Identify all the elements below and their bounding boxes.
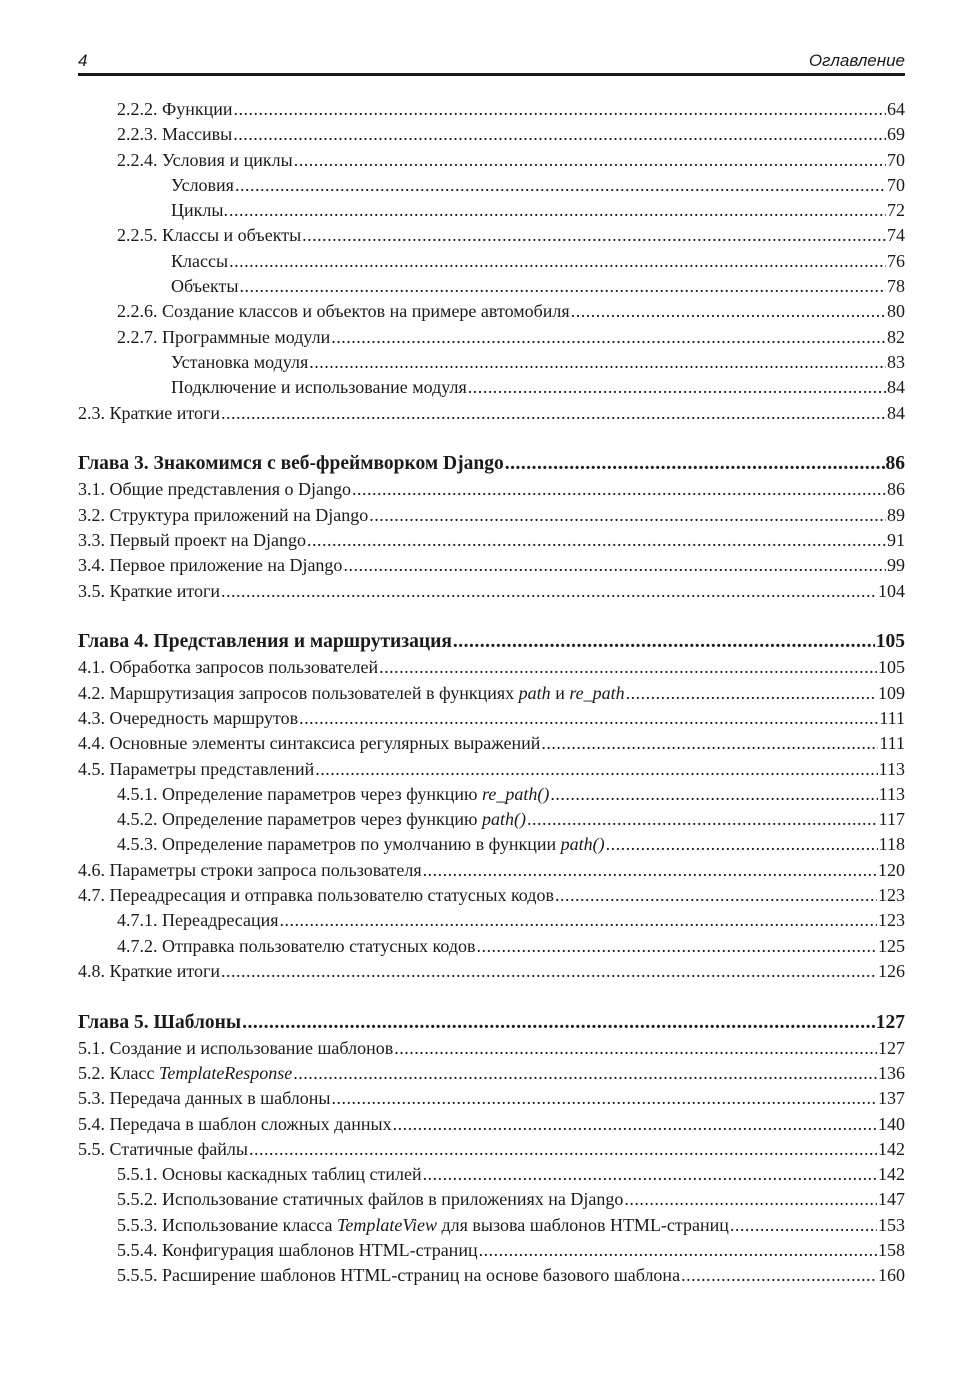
toc-page-number: 142 — [878, 1164, 905, 1185]
header-rule — [78, 73, 905, 76]
toc-leader-dots — [229, 249, 886, 274]
toc-leader-dots — [527, 807, 878, 832]
toc-entry-title-text: Установка модуля — [171, 351, 309, 372]
toc-entry-title-text: 4.5.2. Определение параметров через функцию — [117, 809, 483, 830]
toc-entry-title — [78, 1137, 248, 1162]
toc-entry-title-text: Подключение и использование модуля — [171, 377, 467, 398]
toc-entry — [78, 299, 905, 324]
toc-entry-title — [171, 198, 228, 223]
toc-entry — [78, 1162, 905, 1187]
toc-entry — [78, 883, 905, 908]
toc-entry-title-text: 5.5.5. Расширение шаблонов HTML-страниц на основе базового шаблона — [117, 1265, 681, 1286]
toc-leader-dots — [352, 477, 886, 502]
toc-page-number: 126 — [878, 960, 905, 981]
toc-leader-dots — [453, 629, 875, 655]
toc-entry — [78, 782, 905, 807]
toc-leader-dots — [293, 1061, 877, 1086]
toc-entry-title — [78, 706, 298, 731]
page-number: 4 — [78, 51, 88, 70]
toc-leader-dots — [309, 350, 886, 375]
toc-entry-title-text: 4.5. Параметры представлений — [78, 758, 315, 779]
toc-entry-title-text: 2.2.2. Функции — [117, 99, 233, 119]
toc-page-number: 64 — [887, 99, 905, 119]
toc-leader-dots — [239, 274, 886, 299]
toc-entry-title-text: 5.5.1. Основы каскадных таблиц стилей — [117, 1164, 422, 1185]
toc-entry-title-text: 3.3. Первый проект на Django — [78, 529, 307, 550]
toc-page-number: 113 — [878, 758, 905, 779]
toc-entry-title-text: 4.1. Обработка запросов пользователей — [78, 657, 379, 678]
toc-entry-title — [78, 681, 625, 706]
toc-chapter-heading — [78, 629, 905, 655]
toc-entry-title — [171, 173, 234, 198]
toc-entry-title-text: 2.2.5. Классы и объекты — [117, 225, 302, 246]
toc-page-number: 84 — [887, 377, 905, 398]
toc-entry-title — [117, 832, 605, 857]
toc-entry-title-text: Глава 5. Шаблоны — [78, 1011, 242, 1033]
toc-entry — [78, 503, 905, 528]
toc-page-number: 86 — [887, 479, 905, 500]
toc-entry-title-text: 2.2.6. Создание классов и объектов на примере автомобиля — [117, 301, 570, 322]
toc-entry-title-text: 4.7. Переадресация и отправка пользователю статусных кодов — [78, 885, 554, 906]
toc-entry-title-text: 3.1. Общие представления о Django — [78, 479, 352, 500]
toc-entry — [78, 249, 905, 274]
toc-page-number: 74 — [887, 225, 905, 246]
toc-entry-title — [78, 1036, 393, 1061]
toc-entry-title-text: Циклы. — [171, 200, 228, 221]
toc-page-number: 123 — [878, 910, 905, 931]
toc-entry — [78, 274, 905, 299]
toc-entry-title — [78, 629, 452, 655]
toc-leader-dots — [505, 451, 885, 477]
toc-entry-title-italic: path() — [482, 809, 527, 830]
toc-entry-title-text: 4.8. Краткие итоги — [78, 960, 221, 981]
toc-entry-title-text: 2.2.4. Условия и циклы — [117, 149, 293, 170]
toc-entry — [78, 1263, 905, 1288]
toc-entry — [78, 959, 905, 984]
toc-page-number: 118 — [878, 834, 905, 855]
toc-chapter-heading — [78, 1010, 905, 1036]
toc-page-number: 142 — [878, 1138, 905, 1159]
toc-entry-title-text: 5.5.4. Конфигурация шаблонов HTML-страниц — [117, 1240, 478, 1261]
toc-entry-title — [117, 223, 301, 248]
toc-entry-title-text: 2.3. Краткие итоги — [78, 402, 221, 423]
toc-entry — [78, 1187, 905, 1212]
toc-entry — [78, 477, 905, 502]
toc-entry-title — [117, 934, 476, 959]
toc-leader-dots — [541, 731, 878, 756]
toc-page-number: 99 — [887, 555, 905, 576]
toc-entry-title-text: Глава 4. Представления и маршрутизация — [78, 631, 452, 653]
toc-entry-title — [78, 553, 342, 578]
toc-page-number: 136 — [878, 1063, 905, 1083]
toc-entry-title-text: 4.5.1. Определение параметров через функцию — [117, 783, 483, 804]
toc-leader-dots — [280, 908, 877, 933]
toc-entry — [78, 122, 905, 147]
toc-entry — [78, 1238, 905, 1263]
toc-entry-title-text: 4.2. Маршрутизация запросов пользователей в функциях — [78, 682, 519, 703]
toc-entry-title-text: 5.5.2. Использование статичных файлов в приложениях на Django — [117, 1189, 624, 1210]
toc-leader-dots — [394, 1036, 877, 1061]
toc-entry-title — [117, 1238, 478, 1263]
toc-entry — [78, 908, 905, 933]
toc-entry-title-text: 5.5. Статичные файлы — [78, 1138, 249, 1159]
toc-page-number: 89 — [887, 504, 905, 525]
toc-entry — [78, 350, 905, 375]
toc-leader-dots — [302, 223, 886, 248]
toc-entry-title-italic: path() — [560, 834, 605, 855]
toc-entry — [78, 807, 905, 832]
toc-entry-title — [78, 757, 314, 782]
toc-page-number: 153 — [878, 1214, 905, 1235]
toc-entry — [78, 1086, 905, 1111]
toc-leader-dots — [307, 528, 886, 553]
toc-page-number: 140 — [878, 1113, 905, 1134]
toc-entry-title-text: 3.2. Структура приложений на Django — [78, 504, 369, 525]
toc-entry — [78, 934, 905, 959]
toc-page-number: 72 — [887, 200, 905, 221]
toc-page-number: 123 — [878, 885, 905, 906]
toc-page-number: 80 — [887, 301, 905, 322]
toc-entry-title — [78, 503, 368, 528]
toc-entry-title-text: 2.2.3. Массивы — [117, 124, 233, 145]
toc-entry-title-text: 3.5. Краткие итоги — [78, 580, 221, 601]
toc-leader-dots — [249, 1137, 877, 1162]
toc-entry-title-text: Классы — [171, 250, 229, 271]
toc-entry-title — [78, 1112, 392, 1137]
toc-entry — [78, 858, 905, 883]
toc-page-number: 70 — [887, 149, 905, 170]
toc-entry — [78, 173, 905, 198]
toc-entry — [78, 223, 905, 248]
toc-page-number: 76 — [887, 250, 905, 271]
toc-page-number: 105 — [875, 631, 905, 653]
toc-entry-title-text: и — [550, 682, 570, 703]
toc-page-number: 127 — [878, 1037, 905, 1058]
toc-entry-title-text: 4.7.2. Отправка пользователю статусных кодов — [117, 935, 476, 956]
toc-entry-title-text: Условия — [171, 174, 234, 195]
toc-entry — [78, 401, 905, 426]
toc-page-number: 111 — [879, 707, 905, 728]
toc-page-number: 84 — [887, 402, 905, 423]
toc-page-number: 160 — [878, 1265, 905, 1286]
toc-entry-title-text: 4.4. Основные элементы синтаксиса регулярных выражений — [78, 733, 541, 754]
toc-entry-title — [117, 122, 232, 147]
toc-page-number: 127 — [875, 1011, 905, 1033]
toc-entry-title — [171, 375, 467, 400]
toc-leader-dots — [477, 934, 877, 959]
toc-page-number: 83 — [887, 351, 905, 372]
toc-entry-title — [117, 782, 549, 807]
toc-entry — [78, 655, 905, 680]
toc-leader-dots — [229, 198, 886, 223]
toc-leader-dots — [423, 858, 877, 883]
toc-entry-title-italic: TemplateResponse — [158, 1063, 293, 1083]
toc-leader-dots — [221, 401, 886, 426]
toc-entry — [78, 528, 905, 553]
toc-entry — [78, 1213, 905, 1238]
toc-entry — [78, 832, 905, 857]
toc-entry-title — [78, 579, 220, 604]
toc-entry — [78, 97, 905, 122]
toc-leader-dots — [221, 959, 877, 984]
toc-entry-title-text: 5.1. Создание и использование шаблонов — [78, 1037, 394, 1058]
toc-leader-dots — [571, 299, 886, 324]
toc-entry-title — [117, 908, 279, 933]
toc-leader-dots — [233, 122, 886, 147]
toc-leader-dots — [221, 579, 877, 604]
toc-entry-title-italic: path — [518, 682, 551, 703]
toc-entry-title — [78, 477, 351, 502]
toc-leader-dots — [343, 553, 886, 578]
toc-leader-dots — [681, 1263, 877, 1288]
toc-leader-dots — [423, 1162, 877, 1187]
toc-entry-title — [117, 1263, 680, 1288]
toc-entry — [78, 325, 905, 350]
toc-page-number: 120 — [878, 859, 905, 880]
toc-entry — [78, 1061, 905, 1086]
toc-page-number: 69 — [887, 124, 905, 145]
toc-page-number: 137 — [878, 1088, 905, 1109]
toc-leader-dots — [555, 883, 877, 908]
toc-entry — [78, 148, 905, 173]
toc-leader-dots — [315, 757, 877, 782]
toc-page-number: 147 — [878, 1189, 905, 1210]
toc-entry-title — [78, 883, 554, 908]
toc-leader-dots — [550, 782, 877, 807]
toc-entry-title-text: 4.5.3. Определение параметров по умолчанию в функции — [117, 834, 561, 855]
toc-entry-title-text: 4.6. Параметры строки запроса пользователя — [78, 859, 422, 880]
toc-leader-dots — [624, 1187, 877, 1212]
toc-entry-title-text: 5.5.3. Использование класса — [117, 1214, 337, 1235]
toc-entry-title — [78, 1010, 241, 1036]
toc-entry-title — [78, 1061, 292, 1086]
toc-leader-dots — [626, 681, 877, 706]
toc-leader-dots — [331, 325, 886, 350]
toc-entry — [78, 706, 905, 731]
toc-leader-dots — [379, 655, 877, 680]
toc-entry-title-italic: TemplateView — [337, 1214, 437, 1235]
toc-entry-title — [117, 1187, 623, 1212]
toc-entry-title — [117, 97, 233, 122]
toc-entry — [78, 375, 905, 400]
toc-entry-title-text: 5.3. Передача данных в шаблоны — [78, 1088, 331, 1109]
toc-entry — [78, 198, 905, 223]
toc-page-number: 113 — [878, 783, 905, 804]
toc-entry-title — [78, 1086, 330, 1111]
toc-entry-title — [117, 325, 330, 350]
toc-page-number: 105 — [878, 657, 905, 678]
toc-entry — [78, 579, 905, 604]
toc-entry-title — [78, 401, 220, 426]
toc-entry-title — [171, 249, 228, 274]
toc-entry-title — [78, 655, 378, 680]
running-header — [78, 50, 905, 72]
toc-leader-dots — [606, 832, 878, 857]
toc-leader-dots — [369, 503, 886, 528]
toc-entry-title-italic: re_path() — [482, 783, 550, 804]
toc-entry-title — [171, 350, 308, 375]
toc-entry-title — [78, 858, 422, 883]
running-section-title: Оглавление — [808, 51, 905, 70]
toc-entry — [78, 681, 905, 706]
toc-entry-title — [78, 959, 220, 984]
toc-leader-dots — [242, 1010, 875, 1036]
toc-entry-title-text: Объекты — [171, 276, 239, 297]
toc-entry — [78, 1137, 905, 1162]
toc-leader-dots — [730, 1213, 877, 1238]
toc-entry-title — [78, 451, 504, 477]
toc-entry-title — [117, 1213, 729, 1238]
toc-entry-title — [78, 528, 306, 553]
toc-page-number: 117 — [878, 809, 905, 830]
toc-leader-dots — [234, 97, 887, 122]
toc-page-number: 86 — [885, 453, 905, 475]
toc-page-number: 111 — [879, 733, 905, 754]
toc-page-number: 104 — [878, 580, 905, 601]
toc-entry-title — [171, 274, 238, 299]
toc-entry-title — [117, 807, 526, 832]
toc-entry-title-text: 4.3. Очередность маршрутов — [78, 707, 299, 728]
toc-entry — [78, 1112, 905, 1137]
toc-entry-title-text: 3.4. Первое приложение на Django — [78, 555, 343, 576]
toc-leader-dots — [294, 148, 886, 173]
toc-leader-dots — [393, 1112, 877, 1137]
toc-leader-dots — [479, 1238, 877, 1263]
table-of-contents — [78, 97, 905, 1289]
toc-entry-title-text: Глава 3. Знакомимся с веб-фреймворком Django — [78, 453, 504, 475]
toc-page-number: 125 — [878, 935, 905, 956]
toc-entry-title-text: 4.7.1. Переадресация — [117, 910, 279, 931]
toc-entry — [78, 757, 905, 782]
toc-page-number: 70 — [887, 174, 905, 195]
toc-page-number: 91 — [887, 529, 905, 550]
toc-entry-title — [117, 1162, 422, 1187]
toc-entry — [78, 553, 905, 578]
toc-entry — [78, 731, 905, 756]
toc-leader-dots — [235, 173, 886, 198]
toc-entry-title — [117, 148, 293, 173]
toc-entry-title-text: 2.2.7. Программные модули — [117, 326, 331, 347]
toc-leader-dots — [468, 375, 886, 400]
toc-page-number: 82 — [887, 326, 905, 347]
toc-entry-title-text: 5.4. Передача в шаблон сложных данных — [78, 1113, 392, 1134]
toc-entry — [78, 1036, 905, 1061]
toc-entry-title — [117, 299, 570, 324]
toc-leader-dots — [331, 1086, 877, 1111]
toc-leader-dots — [299, 706, 878, 731]
toc-page-number: 78 — [887, 276, 905, 297]
toc-entry-title-text: 5.2. Класс — [78, 1063, 159, 1083]
toc-entry-title-text: для вызова шаблонов HTML-страниц — [437, 1214, 729, 1235]
toc-entry-title-italic: re_path — [569, 682, 625, 703]
toc-page-number: 158 — [878, 1240, 905, 1261]
toc-chapter-heading — [78, 451, 905, 477]
toc-page-number: 109 — [878, 682, 905, 703]
toc-entry-title — [78, 731, 540, 756]
